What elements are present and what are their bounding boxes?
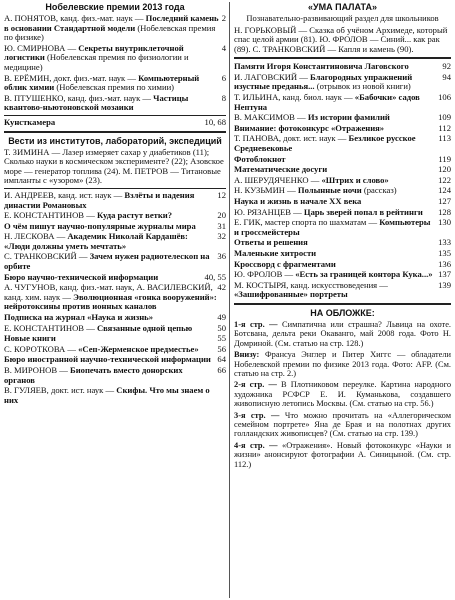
page-number: 55 [217, 333, 226, 344]
page-number: 36 [217, 251, 226, 262]
memory-entry[interactable] [234, 62, 451, 72]
page-number: 112 [438, 122, 451, 133]
page-number: 94 [442, 71, 451, 82]
toc-entry[interactable] [234, 197, 451, 207]
nobel-list [4, 14, 226, 113]
entry-title: Зачем нужен радиотелескоп на орбите [4, 251, 210, 272]
entry-author: Т. ИЛЬИНА, канд. биол. наук — [234, 92, 353, 103]
toc-entry[interactable] [4, 283, 226, 312]
cover-text: В Плотниковом переулке. Картина народного художника РСФСР Е. И. Куманькова, создавшего живописную летопись Москвы. (См. статью на стр. 56.) [234, 380, 451, 409]
divider [234, 303, 451, 305]
page-number: 113 [438, 133, 451, 144]
page-number: 92 [442, 61, 451, 72]
toc-entry[interactable] [234, 186, 451, 196]
divider [234, 57, 451, 59]
cover-caption [234, 441, 451, 469]
toc-entry[interactable] [4, 273, 226, 283]
entry-title: Биопечать вместо донорских органов [4, 365, 183, 385]
entry-title: Благородных упражнений изустные преданья... [234, 71, 413, 92]
toc-entry[interactable] [234, 124, 451, 134]
entry-title: «Бабочки» садов Нептуна [234, 92, 420, 112]
entry-title: Бюро иностранной научно-технической информации [4, 354, 211, 365]
cover-caption [234, 320, 451, 348]
entry-title: Бюро научно-технической информации [4, 271, 159, 282]
page-number: 10, 68 [204, 116, 226, 127]
toc-entry[interactable] [4, 211, 226, 221]
institutes-section-header: Вести из институтов, лабораторий, экспедиций [8, 135, 222, 146]
cover-text: Что можно прочитать на «Аллегорическом семейном портрете» Яна де Брая и на полотнах других голландских живописцев? (См. статью на стр. 139.) [234, 410, 451, 439]
toc-entry[interactable] [4, 232, 226, 251]
entry-title: Последний камень в основании Стандартной модели [4, 13, 219, 33]
entry-author: Е. ГИК, мастер спорта по шахматам — [234, 217, 378, 228]
toc-entry[interactable] [4, 252, 226, 271]
page-number: 12 [217, 189, 226, 200]
toc-entry[interactable] [4, 324, 226, 334]
entry-author: А. ПОНЯТОВ, канд. физ.-мат. наук — [4, 13, 144, 23]
toc-entry[interactable] [234, 249, 451, 259]
entry-title: Полынные ночи [297, 185, 362, 196]
entry-author: И. АНДРЕЕВ, канд. ист. наук — [4, 189, 123, 200]
entry-author: С. КОРОТКОВА — [4, 343, 76, 354]
page-number: 119 [438, 153, 451, 164]
entry-author: Н. ЛЕСКОВА — [4, 231, 66, 242]
toc-entry[interactable] [234, 238, 451, 248]
page-number: 56 [217, 343, 226, 354]
entry-title: Подписка на журнал «Наука и жизнь» [4, 312, 153, 323]
toc-entry[interactable] [4, 14, 226, 43]
toc-entry[interactable] [234, 155, 451, 165]
page-number: 128 [438, 206, 451, 217]
entry-author: А. ЧУГУНОВ, канд. физ.-мат. наук, А. ВАСИЛЕВСКИЙ, канд. хим. наук — [4, 282, 213, 302]
entry-author: А. ШЕРУДЯЧЕНКО — [234, 174, 320, 185]
entry-title: «Сеп-Жерменское предместье» [78, 343, 199, 354]
umapalata-header: «УМА ПАЛАТА» [308, 2, 377, 12]
cover-text: Симпатична или страшна? Львица на охоте. Ботсвана, дельта реки Окаванго, май 2008 года. Фото Н. Домриной. (См. статью на стр. 128.) [234, 319, 451, 348]
toc-entry[interactable] [234, 208, 451, 218]
cover-label: 4-я стр. — [234, 440, 278, 450]
entry-title: Компьютеры и гроссмейстеры [234, 217, 431, 237]
entry-title: Кунсткамера [4, 116, 56, 127]
cover-label: 2-я стр. — [234, 380, 277, 390]
entry-author: В. ПТУШЕНКО, канд. физ.-мат. наук — [4, 92, 151, 103]
entry-author: Т. ПАНОВА, докт. ист. наук — [234, 133, 347, 144]
entry-author: М. КОСТЫРЯ, канд. искусствоведения — [234, 279, 388, 290]
entry-title: Взлёты и падения династии Романовых [4, 189, 195, 210]
entry-title: Из истории фамилий [307, 112, 390, 123]
entry-author: Ю. СМИРНОВА — [4, 42, 77, 53]
kunstkamera-entry[interactable] [4, 118, 226, 128]
entry-author: Е. КОНСТАНТИНОВ — [4, 210, 95, 221]
toc-entry[interactable] [234, 73, 451, 92]
cover-caption [234, 411, 451, 439]
entry-author: С. ТРАНКОВСКИЙ — [4, 251, 88, 262]
page-number: 136 [438, 258, 451, 269]
right-column [234, 0, 451, 600]
page-number: 66 [217, 365, 226, 375]
cover-label: 1-я стр. — [234, 319, 278, 329]
entry-title: Куда растут ветки? [96, 210, 173, 221]
toc-entry[interactable] [4, 355, 226, 365]
page-number: 20 [217, 210, 226, 221]
entry-note: (Нобелевская премия по физике) [4, 22, 216, 43]
cover-label: Внизу: [234, 350, 260, 360]
umapalata-subheader: Познавательно-развивающий раздел для школьников [246, 13, 439, 23]
cover-text: «Отражения». Новый фотоконкурс «Науки и жизни» анонсируют фотографии А. Синицыной. (См. стр. 112.) [234, 440, 451, 469]
toc-entry[interactable] [4, 74, 226, 93]
page-number: 8 [221, 92, 226, 103]
toc-entry[interactable] [4, 44, 226, 73]
cover-header: НА ОБЛОЖКЕ: [310, 307, 375, 318]
toc-entry[interactable] [4, 222, 226, 232]
entry-author: Н. КУЗЬМИН — [234, 185, 296, 196]
entry-title: «Зашифрованные» портреты [234, 289, 348, 300]
toc-entry[interactable] [234, 270, 451, 280]
cover-list [234, 320, 451, 469]
toc-entry[interactable] [234, 281, 451, 300]
entry-title: Безликое русское Средневековье [234, 133, 416, 154]
toc-entry[interactable] [4, 191, 226, 210]
entry-author: Ю. РЯЗАНЦЕВ — [234, 206, 302, 217]
entry-author: И. ЛАГОВСКИЙ — [234, 71, 308, 82]
page-number: 40, 55 [204, 271, 226, 282]
toc-entry[interactable] [234, 134, 451, 153]
divider [4, 115, 226, 116]
column-divider [229, 2, 230, 598]
toc-entry[interactable] [4, 94, 226, 113]
cover-text: Франсуа Энглер и Питер Хиггс — обладатели Нобелевской премии по физике 2013 года. Фото: AFP. (См. статью на стр. 2.) [234, 350, 451, 378]
entry-title: «Штрих и слово» [321, 174, 389, 185]
page-number: 127 [438, 196, 451, 206]
toc-paragraph[interactable]: Т. ЗИМИНА — Лазер измеряет сахар у диабетиков (11); Сколько науки в космическом эксперименте? (22); Азовское море — генератор топлива (24). М. ПЕТРОВ — Титановые импланты с «узором» (23). [4, 146, 224, 186]
toc-entry[interactable] [4, 386, 226, 405]
page-number: 4 [221, 42, 226, 53]
entry-title: Компьютерный облик химии [4, 72, 200, 93]
page-number: 64 [217, 354, 226, 365]
page-number: 135 [438, 247, 451, 258]
page-number: 31 [217, 220, 226, 231]
cover-caption [234, 350, 451, 378]
divider [4, 188, 226, 189]
entry-author: Ю. ФРОЛОВ — [234, 269, 294, 280]
entry-title: Маленькие хитрости [234, 247, 317, 258]
toc-entry[interactable] [234, 165, 451, 175]
entry-title: Эволюционная «гонка вооружений»: нейротоксины против ионных каналов [4, 291, 217, 312]
toc-entry[interactable] [4, 345, 226, 355]
toc-paragraph[interactable]: Н. ГОРЬКОВЫЙ — Сказка об учёном Архимеде, который спас целой армии (81). Ю. ФРОЛОВ — Синий... как рак (89). С. ТРАНКОВСКИЙ — Капля и камень (90). [234, 24, 448, 54]
contents-list [234, 73, 451, 300]
toc-entry[interactable] [234, 113, 451, 123]
page-number: 109 [438, 112, 451, 123]
toc-entry[interactable] [234, 260, 451, 270]
memory-header: Памяти Игоря Константиновича Лаговского [234, 61, 409, 72]
entry-title: Секреты внутриклеточной логистики [4, 42, 184, 63]
toc-entry[interactable] [234, 218, 451, 237]
entry-title: Частицы квантово-ньютоновской мозаики [4, 92, 189, 113]
divider [4, 131, 226, 133]
entry-note: (рассказ) [363, 185, 397, 196]
left-column [4, 0, 226, 600]
entry-title: Ответы и решения [234, 237, 308, 248]
page-number: 42 [217, 282, 226, 293]
entry-author: В. МИРОНОВ — [4, 365, 68, 375]
page-number: 106 [438, 92, 451, 103]
toc-entry[interactable] [4, 366, 226, 385]
entry-author: Е. КОНСТАНТИНОВ — [4, 322, 95, 333]
page-number: 49 [217, 312, 226, 323]
entry-title: Царь зверей попал в рейтинги [303, 206, 423, 217]
page-number: 133 [438, 237, 451, 248]
entry-title: Академик Николай Кардашёв: «Люди должны уметь мечтать» [4, 231, 188, 251]
page-number: 124 [438, 185, 451, 196]
page-number: 130 [438, 217, 451, 228]
entry-title: Математические досуги [234, 164, 328, 175]
umapalata-list [234, 26, 451, 55]
entry-title: Фотоблокнот [234, 153, 286, 164]
contents-list [4, 191, 226, 405]
page-number: 2 [221, 13, 226, 23]
page-number: 137 [438, 269, 451, 280]
entry-author: В. МАКСИМОВ — [234, 112, 306, 123]
page-number: 50 [217, 322, 226, 333]
entry-title: Скифы. Что мы знаем о них [4, 385, 210, 405]
entry-author: В. ГУЛЯЕВ, докт. ист. наук — [4, 385, 115, 396]
toc-entry[interactable] [234, 176, 451, 186]
page-number: 32 [217, 231, 226, 242]
entry-title: Внимание: фотоконкурс «Отражения» [234, 122, 385, 133]
toc-entry[interactable] [4, 334, 226, 344]
entry-title: Кроссворд с фрагментами [234, 258, 336, 269]
page-number: 122 [438, 174, 451, 185]
entry-title: О чём пишут научно-популярные журналы мира [4, 220, 196, 231]
institutes-list [4, 148, 226, 186]
nobel-section-header: Нобелевские премии 2013 года [45, 2, 185, 12]
entry-note: (отрывок из новой книги) [316, 81, 411, 92]
entry-author: В. ЕРЁМИН, докт. физ.-мат. наук — [4, 72, 136, 83]
toc-entry[interactable] [234, 93, 451, 112]
entry-title: Наука и жизнь в начале XX века [234, 196, 362, 206]
entry-title: «Есть за границей контора Кука...» [295, 269, 433, 280]
page-number: 139 [438, 279, 451, 290]
page-number: 120 [438, 164, 451, 175]
entry-note: (Нобелевская премия по физиологии и медицине) [4, 52, 189, 72]
cover-caption [234, 380, 451, 408]
toc-entry[interactable] [4, 313, 226, 323]
entry-title: Связанные одной цепью [96, 322, 193, 333]
cover-label: 3-я стр. — [234, 410, 280, 420]
entry-title: Новые книги [4, 333, 56, 344]
entry-note: (Нобелевская премия по химии) [56, 82, 175, 93]
page-number: 6 [221, 72, 226, 83]
